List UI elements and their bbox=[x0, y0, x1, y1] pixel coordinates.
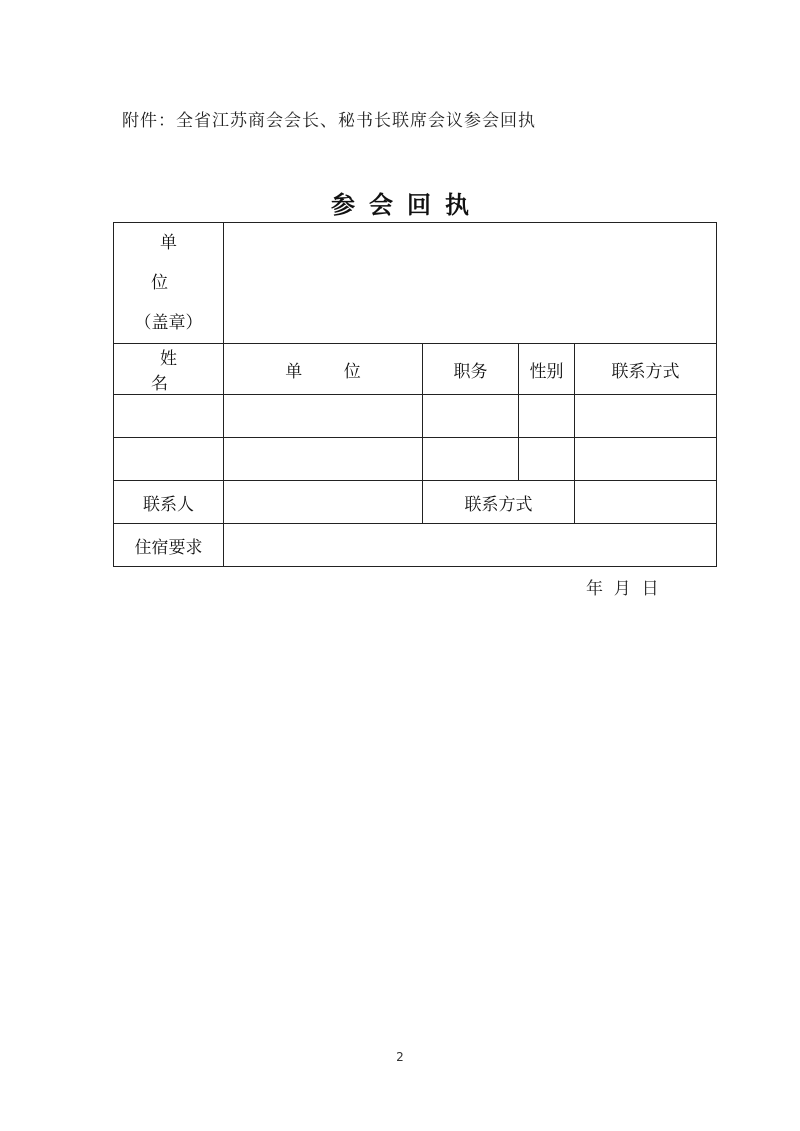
header-gender: 性别 bbox=[519, 344, 575, 395]
unit-value-cell[interactable] bbox=[224, 223, 717, 344]
attendee-position-cell[interactable] bbox=[423, 395, 519, 438]
date-line: 年 月 日 bbox=[586, 579, 659, 599]
unit-label: 单 位 bbox=[151, 233, 195, 293]
attendee-contact-cell[interactable] bbox=[575, 395, 717, 438]
unit-label-cell bbox=[114, 223, 224, 344]
attendee-gender-cell[interactable] bbox=[519, 395, 575, 438]
unit-row bbox=[114, 223, 717, 344]
attachment-line: 附件：全省江苏商会会长、秘书长联席会议参会回执 bbox=[122, 111, 536, 131]
page-number: 2 bbox=[396, 1050, 404, 1064]
accommodation-label: 住宿要求 bbox=[114, 524, 224, 567]
reply-form-table bbox=[113, 222, 717, 567]
contact-person-value[interactable] bbox=[224, 481, 423, 524]
header-name: 姓 名 bbox=[114, 344, 224, 395]
header-unit: 单 位 bbox=[224, 344, 423, 395]
seal-label: （盖章） bbox=[134, 313, 203, 333]
contact-method-label: 联系方式 bbox=[423, 481, 575, 524]
form-title: 参会回执 bbox=[331, 191, 483, 219]
header-contact: 联系方式 bbox=[575, 344, 717, 395]
contact-method-value[interactable] bbox=[575, 481, 717, 524]
header-row bbox=[114, 344, 717, 395]
attendee-position-cell[interactable] bbox=[423, 438, 519, 481]
table-row bbox=[114, 438, 717, 481]
attendee-unit-cell[interactable] bbox=[224, 395, 423, 438]
attendee-gender-cell[interactable] bbox=[519, 438, 575, 481]
attendee-contact-cell[interactable] bbox=[575, 438, 717, 481]
contact-person-row bbox=[114, 481, 717, 524]
attendee-name-cell[interactable] bbox=[114, 395, 224, 438]
attendee-name-cell[interactable] bbox=[114, 438, 224, 481]
accommodation-row bbox=[114, 524, 717, 567]
header-position: 职务 bbox=[423, 344, 519, 395]
attendee-unit-cell[interactable] bbox=[224, 438, 423, 481]
table-row bbox=[114, 395, 717, 438]
accommodation-value[interactable] bbox=[224, 524, 717, 567]
contact-person-label: 联系人 bbox=[114, 481, 224, 524]
